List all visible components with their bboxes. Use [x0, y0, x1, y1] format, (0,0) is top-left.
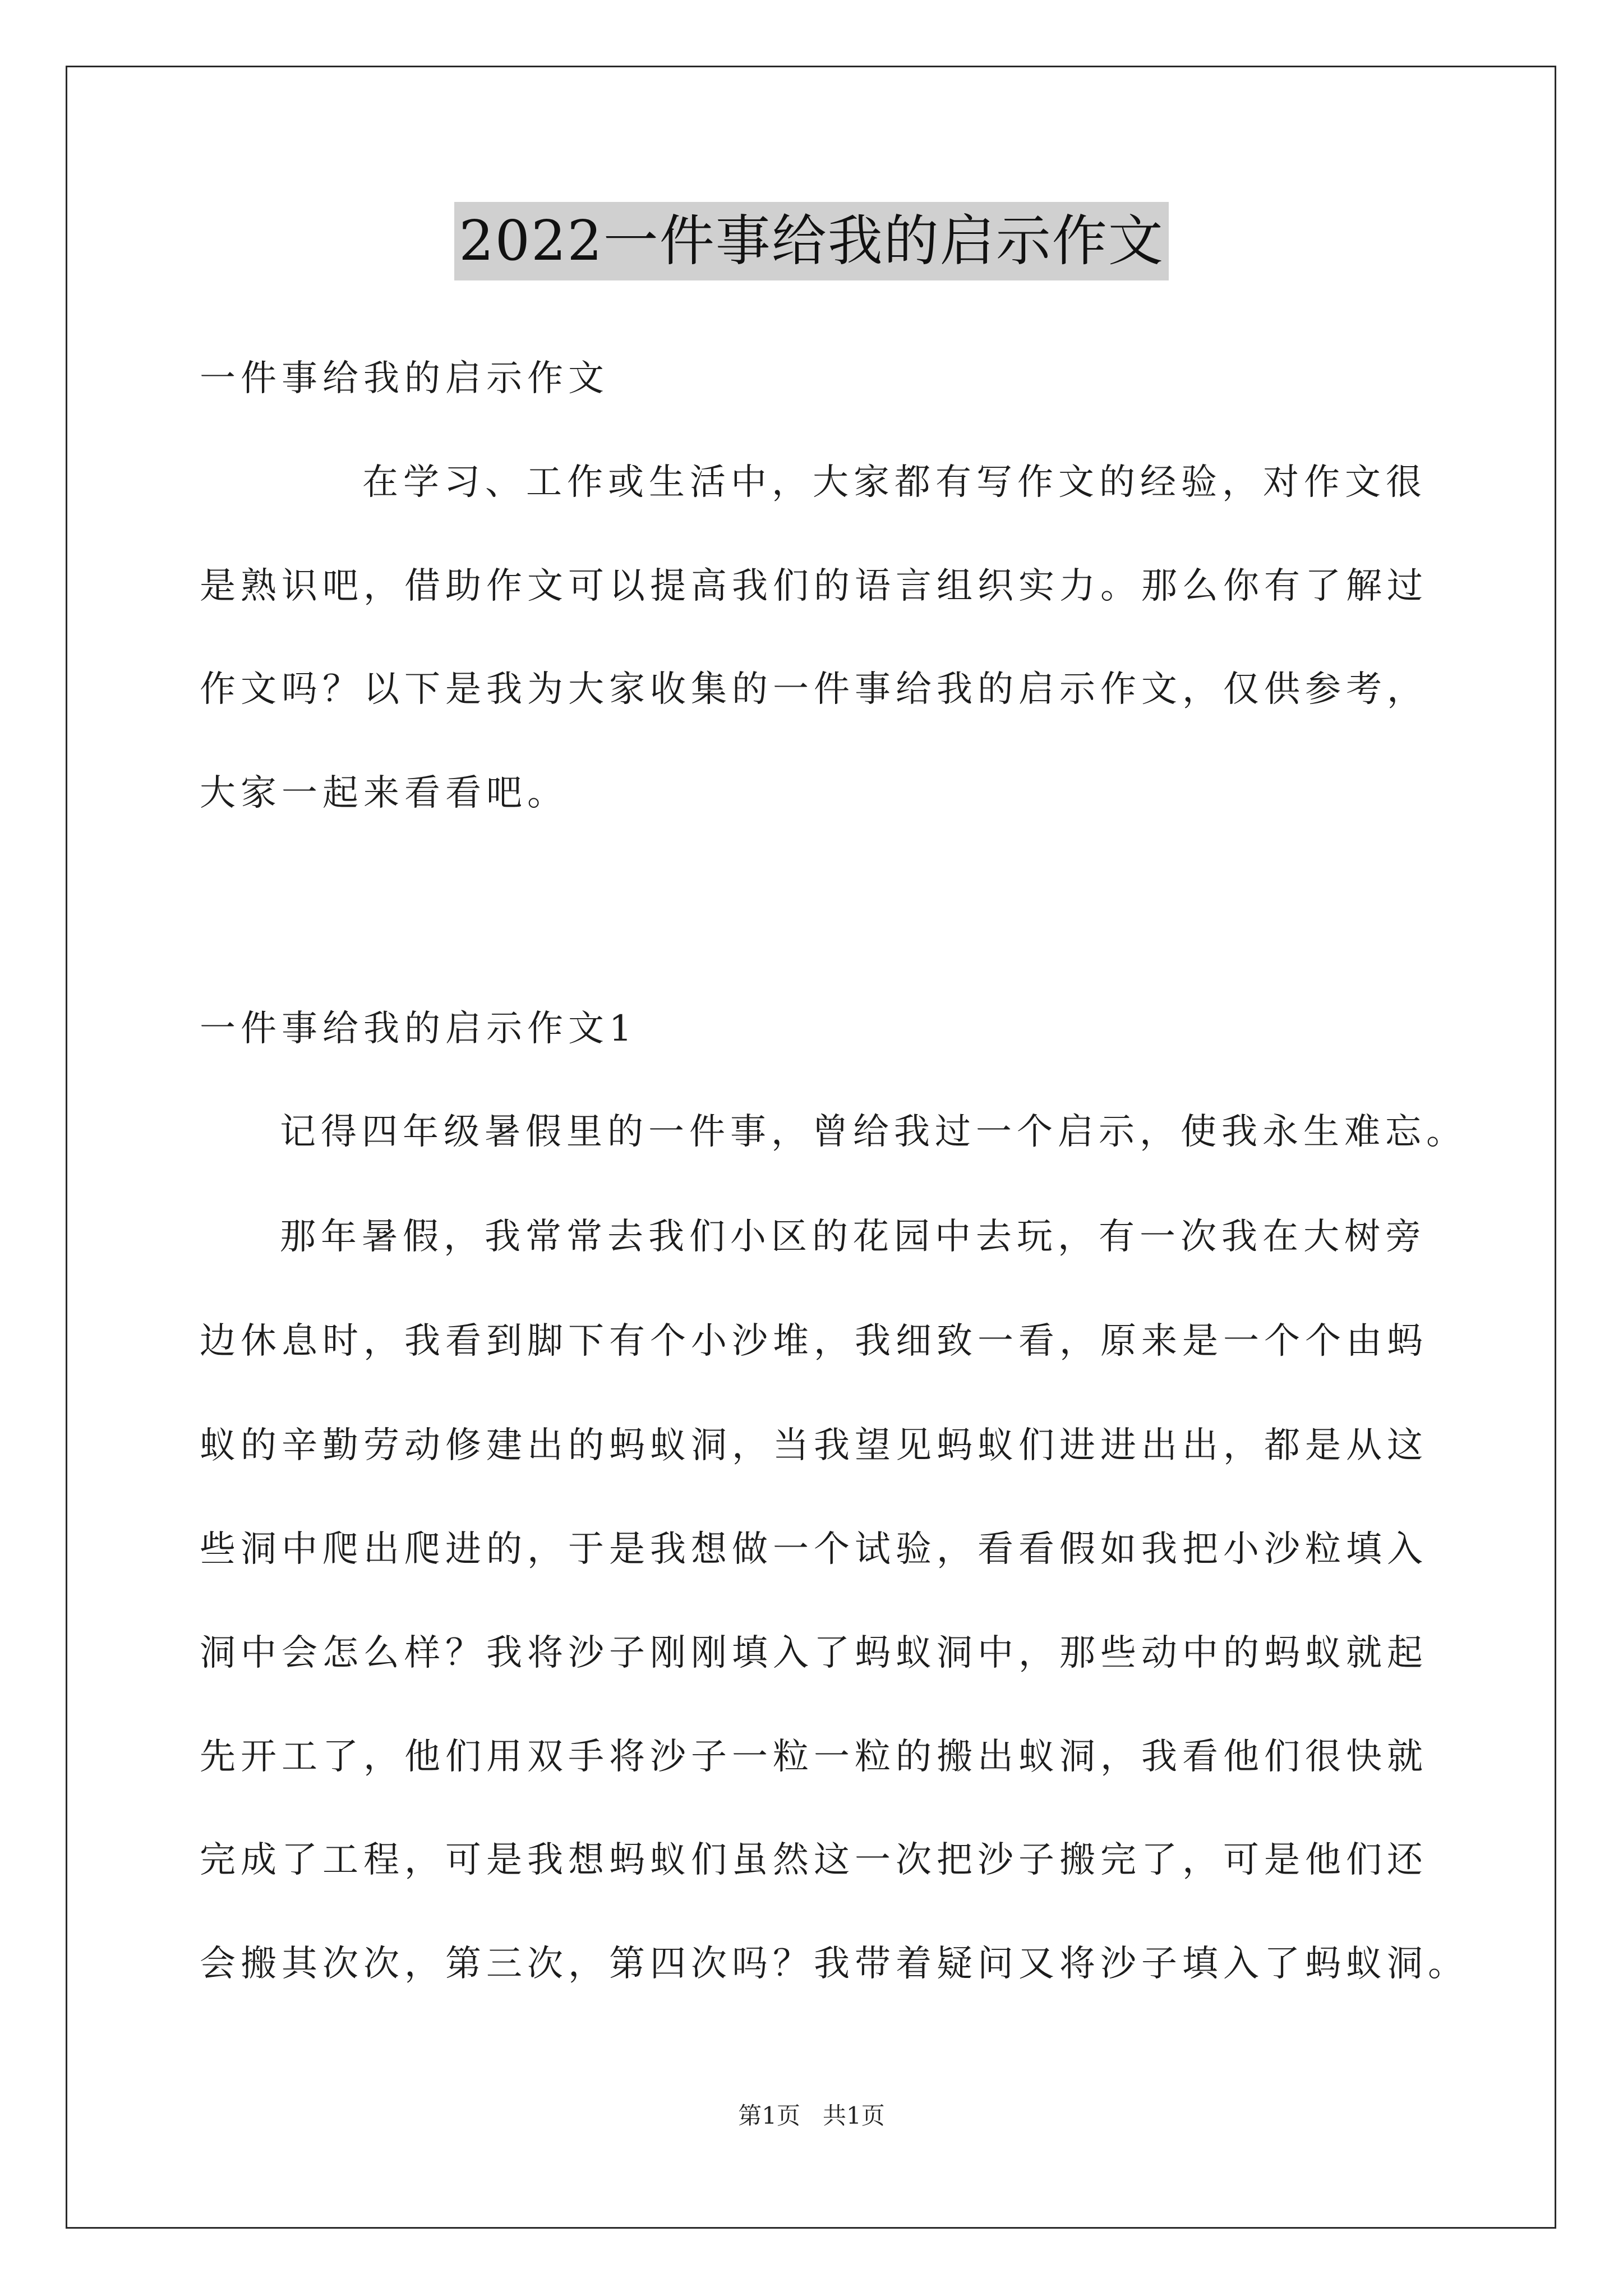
paragraph-line: 完成了工程，可是我想蚂蚁们虽然这一次把沙子搬完了，可是他们还 — [200, 1839, 1428, 1881]
section-heading: 一件事给我的启示作文1 — [200, 1008, 637, 1050]
paragraph-line: 是熟识吧，借助作文可以提高我们的语言组织实力。那么你有了解过 — [200, 565, 1428, 607]
paragraph-line: 蚁的辛勤劳动修建出的蚂蚁洞，当我望见蚂蚁们进进出出，都是从这 — [200, 1425, 1428, 1466]
paragraph-line: 洞中会怎么样？我将沙子刚刚填入了蚂蚁洞中，那些动中的蚂蚁就起 — [200, 1632, 1428, 1674]
paragraph-line: 会搬其次次，第三次，第四次吗？我带着疑问又将沙子填入了蚂蚁洞。 — [200, 1943, 1469, 1985]
paragraph-line: 作文吗？以下是我为大家收集的一件事给我的启示作文，仅供参考， — [200, 669, 1428, 710]
document-title: 2022一件事给我的启示作文 — [454, 202, 1168, 280]
title-container — [0, 202, 1623, 280]
paragraph-line: 先开工了，他们用双手将沙子一粒一粒的搬出蚁洞，我看他们很快就 — [200, 1736, 1428, 1778]
paragraph-line: 些洞中爬出爬进的，于是我想做一个试验，看看假如我把小沙粒填入 — [200, 1529, 1428, 1570]
paragraph-line: 大家一起来看看吧。 — [200, 772, 568, 814]
paragraph-line: 记得四年级暑假里的一件事，曾给我过一个启示，使我永生难忘。 — [280, 1111, 1467, 1153]
paragraph-line: 那年暑假，我常常去我们小区的花园中去玩，有一次我在大树旁 — [280, 1216, 1426, 1258]
page-number-footer: 第1页 共1页 — [738, 2102, 885, 2129]
section-heading: 一件事给我的启示作文 — [200, 358, 609, 399]
paragraph-line: 在学习、工作或生活中，大家都有写作文的经验，对作文很 — [362, 462, 1427, 503]
paragraph-line: 边休息时，我看到脚下有个小沙堆，我细致一看，原来是一个个由蚂 — [200, 1320, 1428, 1362]
